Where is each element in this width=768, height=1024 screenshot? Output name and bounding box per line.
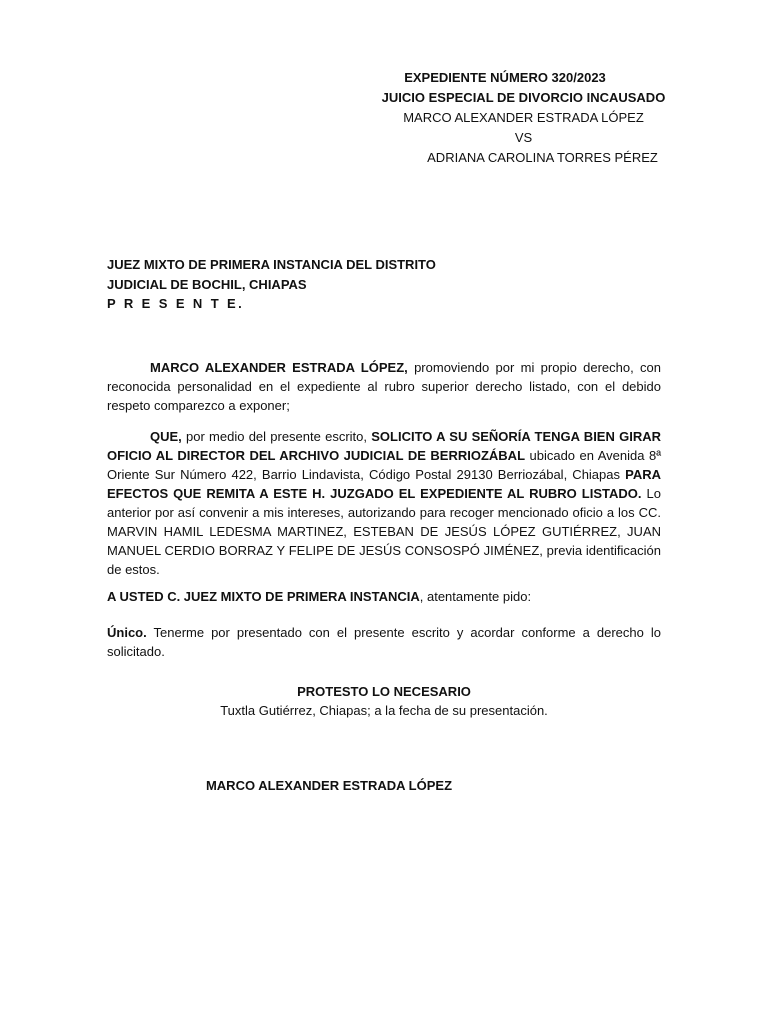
paragraph-request: [107, 427, 661, 579]
paragraph-intro: [107, 358, 661, 415]
paragraph-unique: [107, 623, 661, 661]
unique-text: Tenerme por presentado con el presente escrito y acordar conforme a derecho lo solicitado.: [107, 625, 661, 659]
paragraph-petition: [107, 587, 661, 606]
request-text-2: ubicado en Avenida 8ª Oriente Sur Número 422, Barrio Lindavista, Código Postal 29130 Berriozábal, Chiapas: [107, 448, 662, 482]
protesto-heading: PROTESTO LO NECESARIO: [297, 684, 471, 699]
addressee-line-3: P R E S E N T E.: [107, 296, 245, 311]
versus: VS: [514, 130, 533, 145]
case-number: EXPEDIENTE NÚMERO 320/2023: [404, 70, 606, 85]
petition-bold: A USTED C. JUEZ MIXTO DE PRIMERA INSTANCIA: [107, 589, 420, 604]
unique-label: Único.: [107, 625, 147, 640]
case-header: [340, 68, 710, 168]
request-bold-1: SOLICITO A SU SEÑORÍA TENGA BIEN GIRAR OFICIO AL DIRECTOR DEL ARCHIVO JUDICIAL DE BERRIOZÁBAL: [107, 429, 661, 463]
petition-text: , atentamente pido:: [419, 589, 532, 604]
defendant-name: ADRIANA CAROLINA TORRES PÉREZ: [427, 150, 658, 165]
request-bold-2: PARA EFECTOS QUE REMITA A ESTE H. JUZGADO EL EXPEDIENTE AL RUBRO LISTADO.: [107, 467, 661, 501]
signature-name: MARCO ALEXANDER ESTRADA LÓPEZ: [205, 778, 453, 793]
intro-text: promoviendo por mi propio derecho, con reconocida personalidad en el expediente al rubro superior derecho listado, con el debido respeto comparezco a exponer;: [107, 360, 661, 413]
request-text-3: Lo anterior por así convenir a mis intereses, autorizando para recoger mencionado oficio a los CC. MARVIN HAMIL LEDESMA MARTINEZ, ESTEBAN DE JESÚS LÓPEZ GUTIÉRREZ, JUAN MANUEL CERDIO BORRAZ Y FELIPE DE JESÚS CONSOSPÓ JIMÉNEZ, previa identificación de estos.: [107, 486, 661, 577]
addressee-block: [107, 255, 436, 314]
case-type: JUICIO ESPECIAL DE DIVORCIO INCAUSADO: [381, 90, 666, 105]
addressee-line-2: JUDICIAL DE BOCHIL, CHIAPAS: [107, 276, 307, 292]
place-date: Tuxtla Gutiérrez, Chiapas; a la fecha de su presentación.: [220, 703, 548, 718]
que-label: QUE,: [150, 429, 182, 444]
addressee-line-1: JUEZ MIXTO DE PRIMERA INSTANCIA DEL DISTRITO: [107, 257, 436, 272]
request-text-1: por medio del presente escrito,: [181, 429, 372, 444]
closing-block: [107, 682, 661, 720]
plaintiff-name: MARCO ALEXANDER ESTRADA LÓPEZ: [403, 110, 644, 125]
promoter-name: MARCO ALEXANDER ESTRADA LÓPEZ,: [150, 360, 408, 375]
